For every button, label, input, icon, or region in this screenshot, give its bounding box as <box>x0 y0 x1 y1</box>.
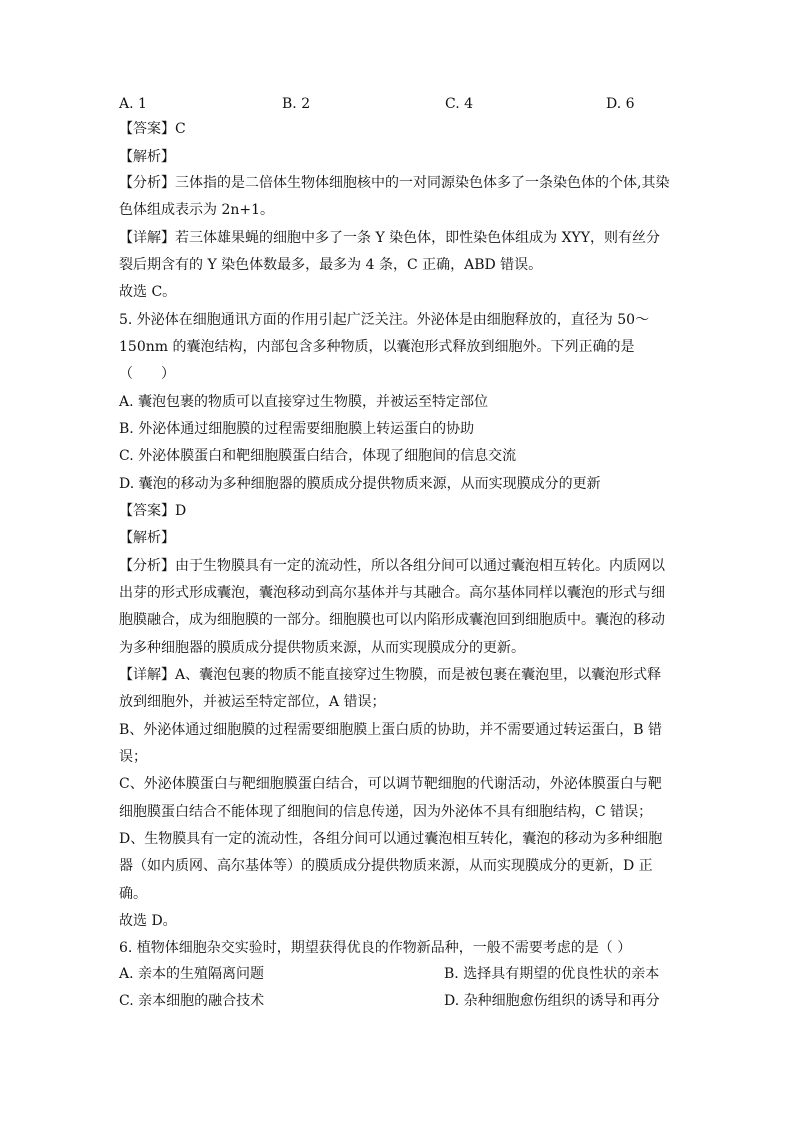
q5-detail-line: B、外泌体通过细胞膜的过程需要细胞膜上蛋白质的协助，并不需要通过转运蛋白，B 错 <box>119 722 663 738</box>
q5-detail-line: 确。 <box>119 886 147 902</box>
q4-option-a: A. 1 <box>119 96 147 112</box>
q5-answer: 【答案】D <box>119 503 187 519</box>
q4-answer: 【答案】C <box>119 121 186 137</box>
q4-analysis-line: 色体组成表示为 2n+1。 <box>119 202 275 218</box>
q6-options-row-2 <box>119 991 679 1011</box>
q5-detail-line: 放到细胞外，并被运至特定部位，A 错误； <box>119 694 386 710</box>
q5-option-d: D. 囊泡的移动为多种细胞器的膜质成分提供物质来源，从而实现膜成分的更新 <box>119 476 601 492</box>
q5-detail-line: 器（如内质网、高尔基体等）的膜质成分提供物质来源，从而实现膜成分的更新，D 正 <box>119 858 653 874</box>
q4-detail-line: 【详解】若三体雄果蝇的细胞中多了一条 Y 染色体，即性染色体组成为 XYY，则有丝分 <box>119 230 661 246</box>
q5-option-a: A. 囊泡包裹的物质可以直接穿过生物膜，并被运至特定部位 <box>119 394 489 410</box>
q5-stem-blank: （ ） <box>119 366 175 382</box>
q4-analysis-line: 【分析】三体指的是二倍体生物体细胞核中的一对同源染色体多了一条染色体的个体,其染 <box>119 175 670 191</box>
q5-conclusion: 故选 D。 <box>119 913 177 929</box>
q6-option-b: B. 选择具有期望的优良性状的亲本 <box>444 966 660 982</box>
q6-option-a: A. 亲本的生殖隔离问题 <box>119 966 265 982</box>
q6-option-c: C. 亲本细胞的融合技术 <box>119 993 265 1009</box>
q5-analysis-heading: 【解析】 <box>119 530 175 546</box>
q5-analysis-line: 【分析】由于生物膜具有一定的流动性，所以各组分间可以通过囊泡相互转化。内质网以 <box>119 558 665 574</box>
q4-option-c: C. 4 <box>445 96 474 112</box>
q5-stem-line: 150nm 的囊泡结构，内部包含多种物质，以囊泡形式释放到细胞外。下列正确的是 <box>119 339 635 355</box>
q5-option-c: C. 外泌体膜蛋白和靶细胞膜蛋白结合，体现了细胞间的信息交流 <box>119 448 517 464</box>
q4-analysis-heading: 【解析】 <box>119 149 175 165</box>
q5-detail-line: C、外泌体膜蛋白与靶细胞膜蛋白结合，可以调节靶细胞的代谢活动，外泌体膜蛋白与靶 <box>119 776 662 792</box>
q4-detail-line: 裂后期含有的 Y 染色体数最多，最多为 4 条，C 正确，ABD 错误。 <box>119 257 543 273</box>
q4-option-d: D. 6 <box>606 96 635 112</box>
q6-option-d: D. 杂种细胞愈伤组织的诱导和再分 <box>444 993 660 1009</box>
q5-detail-line: 误； <box>119 749 147 765</box>
q4-options-row <box>119 94 679 114</box>
q5-detail-line: 细胞膜蛋白结合不能体现了细胞间的信息传递，因为外泌体不具有细胞结构，C 错误； <box>119 804 653 820</box>
q5-option-b: B. 外泌体通过细胞膜的过程需要细胞膜上转运蛋白的协助 <box>119 421 475 437</box>
q6-options-row-1 <box>119 964 679 984</box>
q5-analysis-line: 胞膜融合，成为细胞膜的一部分。细胞膜也可以内陷形成囊泡回到细胞质中。囊泡的移动 <box>119 612 665 628</box>
q5-analysis-line: 为多种细胞器的膜质成分提供物质来源，从而实现膜成分的更新。 <box>119 640 525 656</box>
q5-stem-line: 5. 外泌体在细胞通讯方面的作用引起广泛关注。外泌体是由细胞释放的，直径为 50～ <box>119 312 650 328</box>
q5-detail-line: 【详解】A、囊泡包裹的物质不能直接穿过生物膜，而是被包裹在囊泡里，以囊泡形式释 <box>119 667 662 683</box>
q5-detail-line: D、生物膜具有一定的流动性，各组分间可以通过囊泡相互转化，囊泡的移动为多种细胞 <box>119 831 663 847</box>
q5-analysis-line: 出芽的形式形成囊泡，囊泡移动到高尔基体并与其融合。高尔基体同样以囊泡的形式与细 <box>119 585 665 601</box>
q4-option-b: B. 2 <box>282 96 311 112</box>
q4-conclusion: 故选 C。 <box>119 284 177 300</box>
q6-stem: 6. 植物体细胞杂交实验时，期望获得优良的作物新品种，一般不需要考虑的是（ ） <box>119 940 632 956</box>
